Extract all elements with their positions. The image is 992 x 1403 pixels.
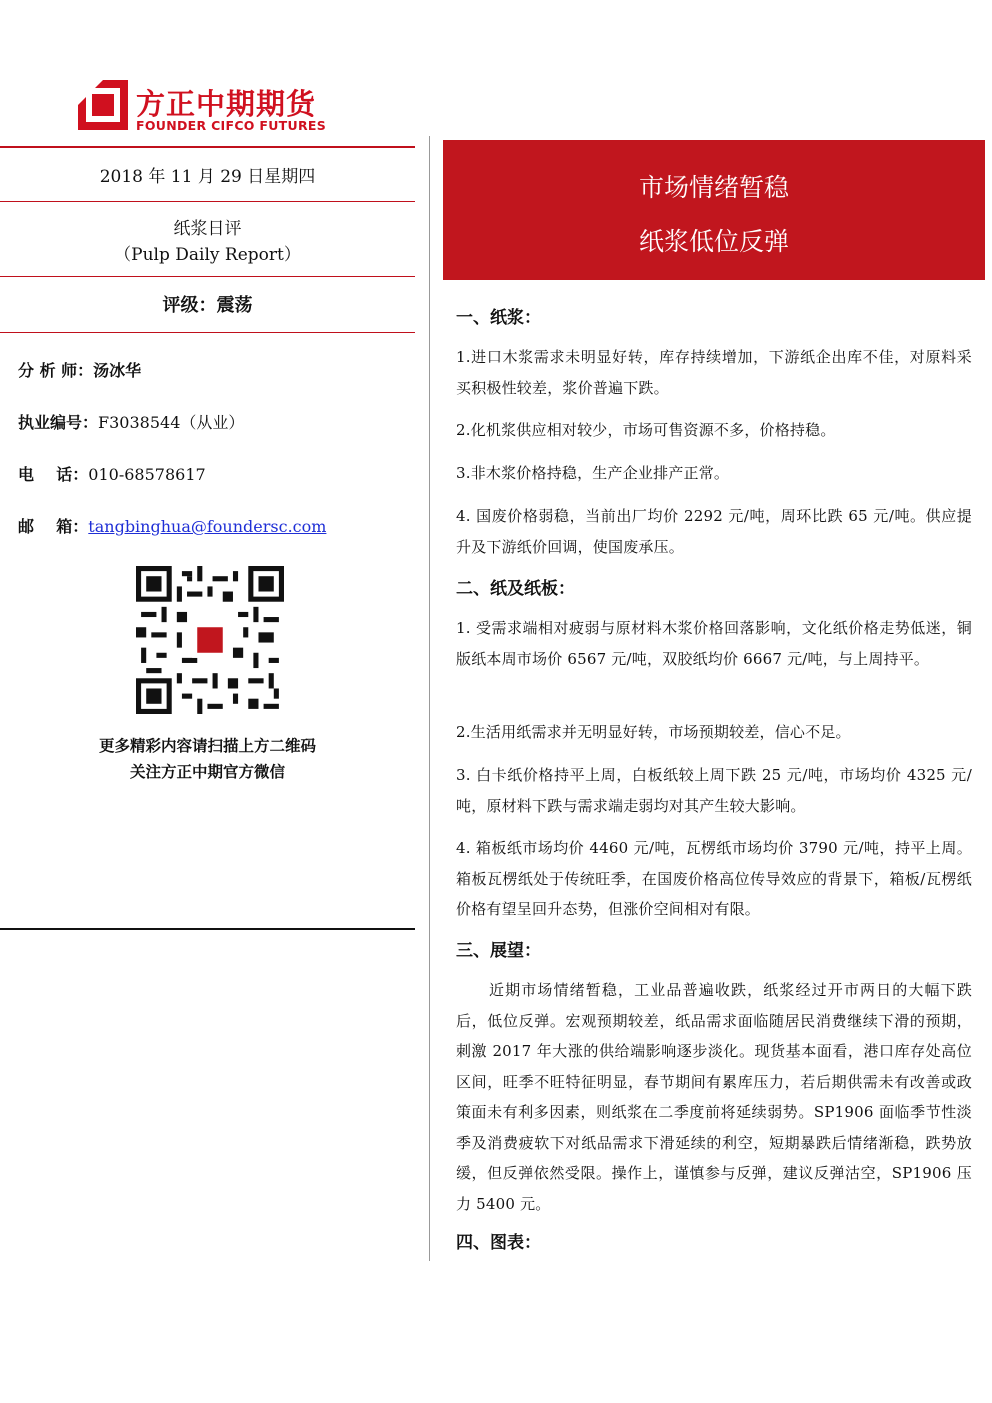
paper-item-3: 3. 白卡纸价格持平上周，白板纸较上周下跌 25 元/吨，市场均价 4325 元/吨，原材料下跌与需求端走弱均对其产生较大影响。: [456, 766, 972, 815]
section-heading-outlook: 三、展望：: [456, 941, 541, 961]
section-heading-charts: 四、图表：: [456, 1233, 541, 1253]
email-row: [18, 514, 326, 537]
pulp-item-3: 3.非木浆价格持稳，生产企业排产正常。: [456, 464, 730, 482]
divider: [0, 332, 415, 333]
brand-name-cn: 方正中期期货: [136, 87, 317, 121]
divider: [0, 928, 415, 930]
qr-caption-line1: 更多精彩内容请扫描上方二维码: [98, 737, 316, 755]
report-title-en: （Pulp Daily Report）: [114, 245, 301, 265]
report-date: 2018 年 11 月 29 日星期四: [99, 167, 316, 187]
paper-item-4: 4. 箱板纸市场均价 4460 元/吨，瓦楞纸市场均价 3790 元/吨，持平上周。箱板瓦楞纸处于传统旺季，在国废价格高位传导效应的背景下，箱板/瓦楞纸价格有望呈回升态势，但涨价空间相对有限。: [456, 839, 972, 918]
headline-line2: 纸浆低位反弹: [638, 227, 789, 256]
report-rating: 评级：震荡: [162, 295, 253, 316]
paper-item-1: 1. 受需求端相对疲弱与原材料木浆价格回落影响，文化纸价格走势低迷，铜版纸本周市场价 6567 元/吨，双胶纸均价 6667 元/吨，与上周持平。: [456, 619, 972, 668]
license-value: F3038544（从业）: [98, 413, 245, 432]
report-title-cn: 纸浆日评: [173, 219, 242, 239]
outlook-paragraph: 近期市场情绪暂稳，工业品普遍收跌，纸浆经过开市两日的大幅下跌后，低位反弹。宏观预期较差，纸品需求面临随居民消费继续下滑的预期，刺激 2017 年大涨的供给端影响逐步淡化。现货基本面看，港口库存处高位区间，旺季不旺特征明显，春节期间有累库压力，若后期供需未有改善或政策面未有利多因素，则纸浆在二季度前将延续弱势。SP1906 面临季节性淡季及消费疲软下对纸品需求下滑延续的利空，短期暴跌后情绪渐稳，跌势放缓，但反弹依然受限。操作上，谨慎参与反弹，建议反弹沽空，SP1906 压力 5400 元。: [456, 981, 972, 1213]
divider: [0, 201, 415, 202]
company-logo: [78, 80, 358, 136]
license-row: [18, 410, 244, 433]
pulp-item-4: 4. 国废价格弱稳，当前出厂均价 2292 元/吨，周环比跌 65 元/吨。供应提升及下游纸价回调，使国废承压。: [456, 507, 972, 556]
column-divider: [429, 136, 430, 1261]
paper-item-2: 2.生活用纸需求并无明显好转，市场预期较差，信心不足。: [456, 723, 851, 741]
email-link[interactable]: tangbinghua@foundersc.com: [88, 517, 327, 536]
divider: [0, 146, 415, 148]
section-heading-pulp: 一、纸浆：: [456, 308, 541, 328]
phone-label: 电 话：: [18, 465, 89, 484]
divider: [0, 276, 415, 277]
qr-caption-line2: 关注方正中期官方微信: [129, 763, 285, 781]
logo-mark-icon: [78, 80, 128, 130]
section-heading-paper: 二、纸及纸板：: [456, 579, 575, 599]
analyst-row: [18, 358, 141, 381]
phone-row: [18, 462, 206, 485]
pulp-item-1: 1.进口木浆需求未明显好转，库存持续增加，下游纸企出库不佳，对原料采买积极性较差，浆价普遍下跌。: [456, 348, 972, 397]
analyst-label: 分 析 师：: [18, 361, 94, 380]
qr-code-icon[interactable]: [136, 566, 284, 714]
headline-line1: 市场情绪暂稳: [638, 173, 789, 202]
brand-name-en: FOUNDER CIFCO FUTURES: [136, 118, 327, 133]
license-label: 执业编号：: [18, 413, 99, 432]
pulp-item-2: 2.化机浆供应相对较少，市场可售资源不多，价格持稳。: [456, 421, 836, 439]
email-label: 邮 箱：: [18, 517, 89, 536]
analyst-name: 汤冰华: [93, 361, 142, 380]
phone-value: 010-68578617: [88, 465, 206, 484]
headline-banner: [443, 140, 985, 280]
